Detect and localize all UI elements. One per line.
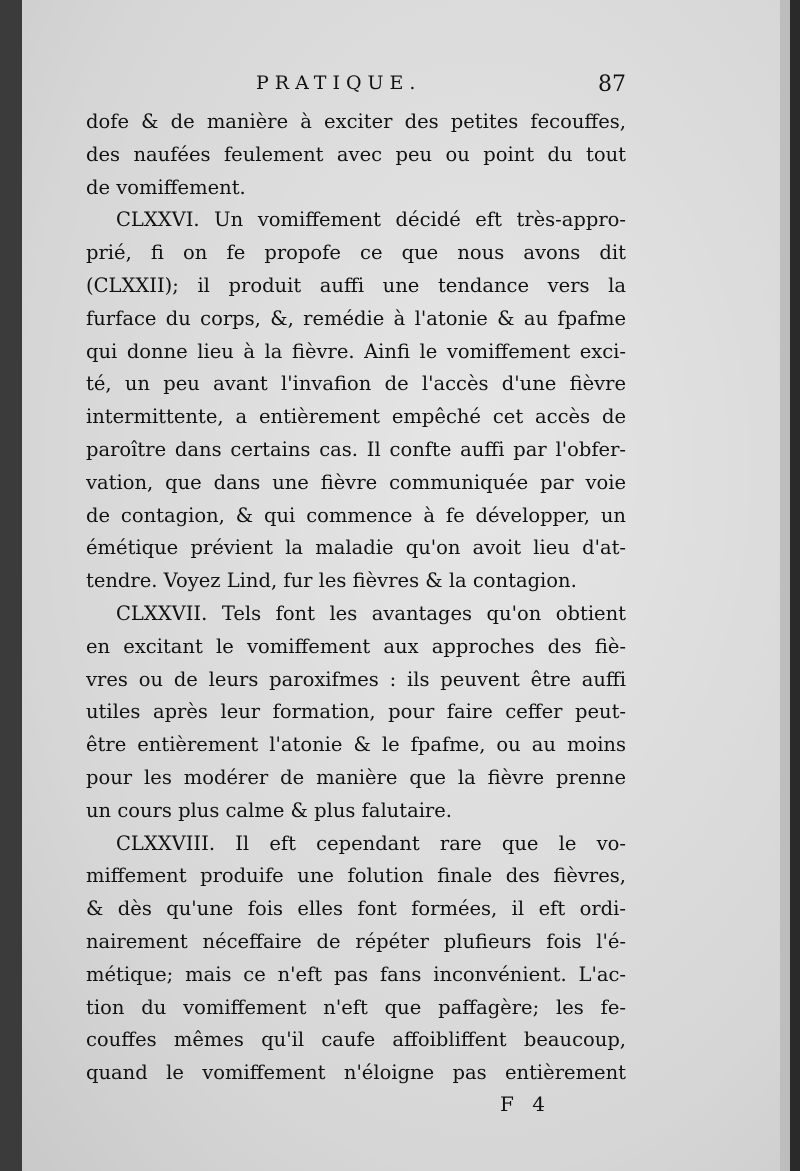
book-gutter	[0, 0, 22, 1171]
text-line: dofe & de manière à exciter des petites fecouffes,	[86, 110, 626, 133]
text-line: de contagion, & qui commence à fe développer, un	[86, 503, 626, 527]
text-line: miffement produife une folution finale des fièvres,	[86, 864, 626, 888]
text-line: un cours plus calme & plus falutaire.	[86, 798, 452, 822]
text-line: té, un peu avant l'invafion de l'accès d'une fièvre	[86, 372, 626, 396]
running-header	[86, 72, 626, 106]
text-line: nairement néceffaire de répéter plufieurs fois l'é-	[86, 929, 626, 953]
text-line: qui donne lieu à la fièvre. Ainfi le vomiffement exci-	[86, 339, 626, 363]
text-line: émétique prévient la maladie qu'on avoit lieu d'at-	[86, 536, 626, 560]
text-line: vres ou de leurs paroxifmes : ils peuvent être auffi	[86, 667, 626, 691]
text-line: être entièrement l'atonie & le fpafme, ou au moins	[86, 733, 626, 757]
paragraph-start-CLXXVI: CLXXVI. Un vomiffement décidé eft très-appro-	[116, 208, 626, 232]
text-line: furface du corps, &, remédie à l'atonie & au fpafme	[86, 306, 626, 330]
text-line: tion du vomiffement n'eft que paffagère; les fe-	[86, 995, 626, 1019]
text-line: métique; mais ce n'eft pas fans inconvénient. L'ac-	[86, 962, 626, 986]
page-edge	[780, 0, 790, 1171]
text-line: intermittente, a entièrement empêché cet accès de	[86, 405, 626, 429]
text-line: prié, fi on fe propofe ce que nous avons dit	[86, 241, 626, 265]
text-line: des naufées feulement avec peu ou point du tout	[86, 142, 626, 166]
paragraph-start-CLXXVII: CLXXVII. Tels font les avantages qu'on obtient	[116, 601, 626, 625]
text-line: tendre. Voyez Lind, fur les fièvres & la contagion.	[86, 569, 577, 593]
text-line: (CLXXII); il produit auffi une tendance vers la	[86, 273, 626, 297]
page-number: 87	[598, 72, 626, 97]
text-line: paroître dans certains cas. Il confte auffi par l'obfer-	[86, 437, 626, 461]
text-line: utiles après leur formation, pour faire ceffer peut-	[86, 700, 626, 724]
paragraph-start-CLXXVIII: CLXXVIII. Il eft cependant rare que le vo-	[116, 831, 626, 855]
running-title: PRATIQUE.	[256, 72, 422, 94]
text-line: en excitant le vomiffement aux approches des fiè-	[86, 634, 626, 658]
text-line: pour les modérer de manière que la fièvre prenne	[86, 765, 626, 789]
text-line: vation, que dans une fièvre communiquée par voie	[86, 470, 626, 494]
text-line: couffes mêmes qu'il caufe affoibliffent beaucoup,	[86, 1028, 626, 1052]
body-text	[86, 106, 626, 1090]
text-line: & dès qu'une fois elles font formées, il eft ordi-	[86, 897, 626, 921]
text-line: quand le vomiffement n'éloigne pas entièrement	[86, 1061, 626, 1085]
page-content	[86, 72, 626, 1090]
signature-mark: F 4	[500, 1092, 551, 1116]
text-line: de vomiffement.	[86, 175, 246, 199]
